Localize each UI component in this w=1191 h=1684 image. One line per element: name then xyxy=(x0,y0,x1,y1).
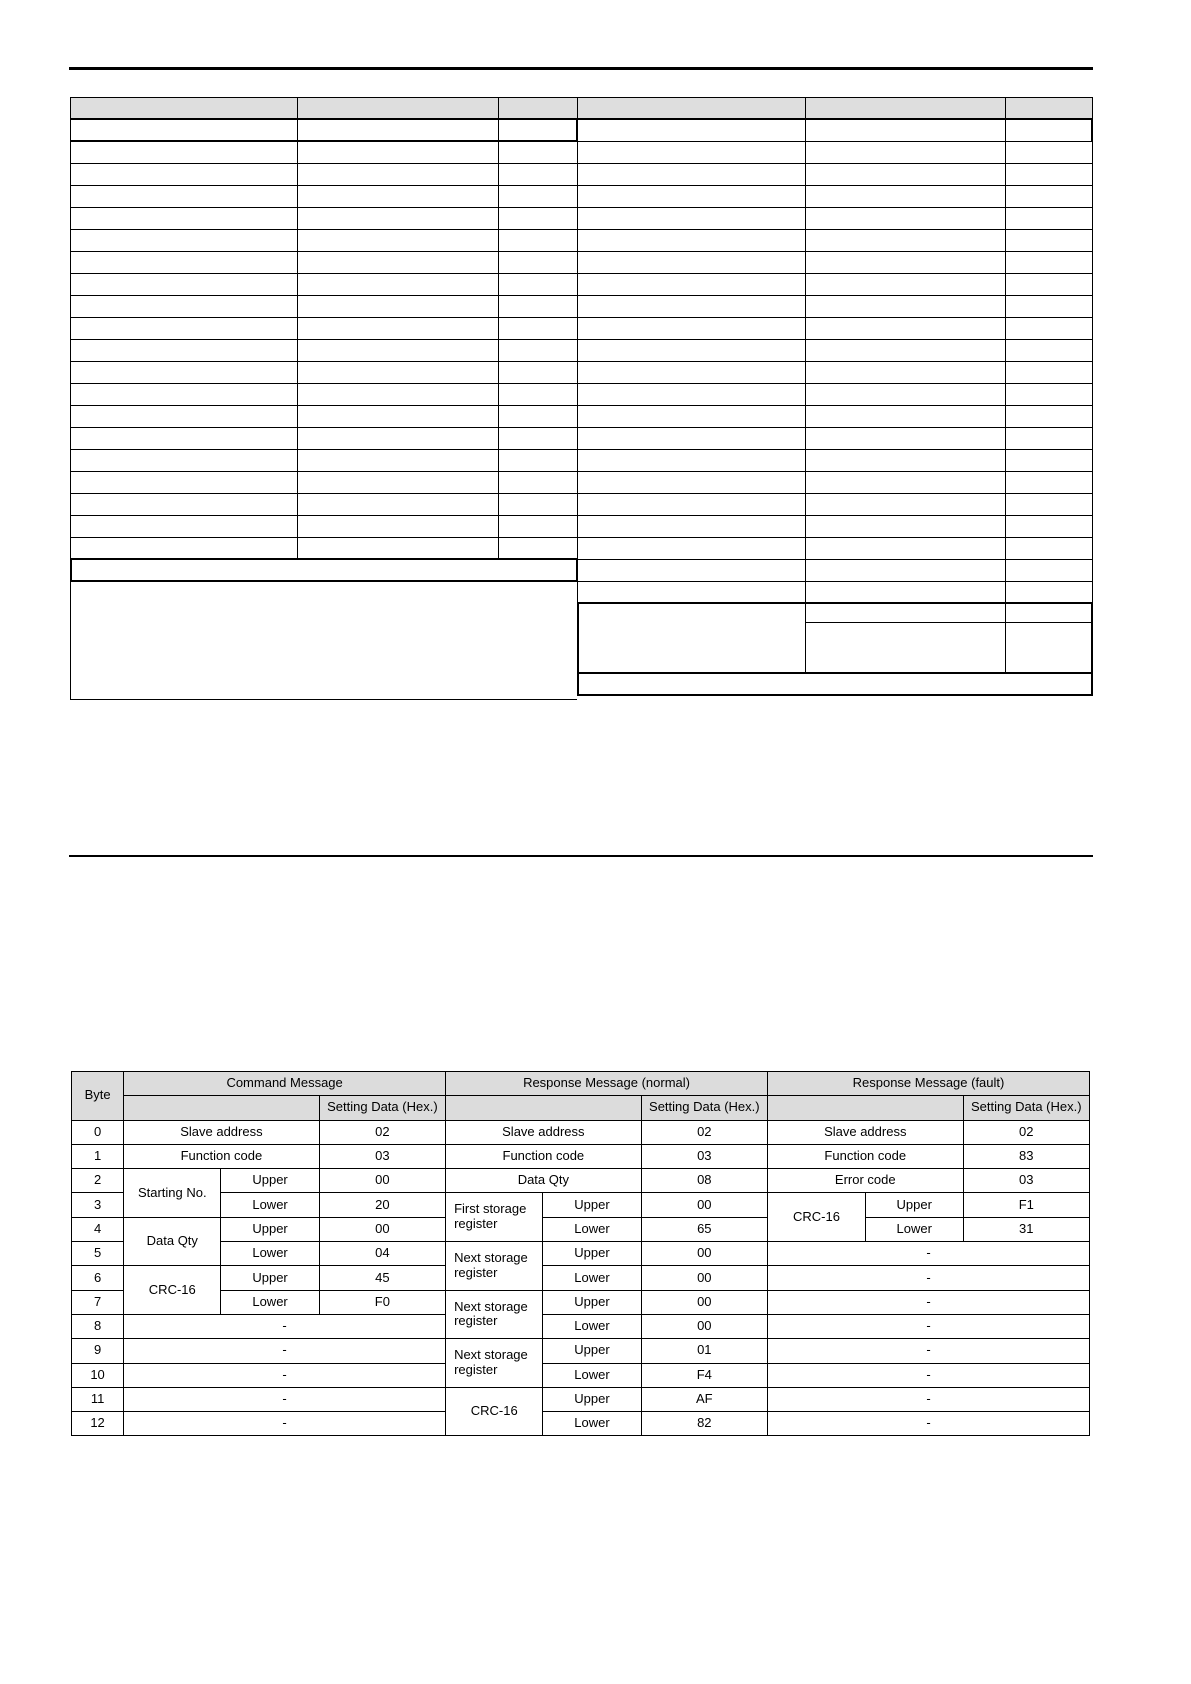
grid-row-line xyxy=(70,515,577,516)
normal-sub-label: Lower xyxy=(543,1363,641,1387)
grid-row-line xyxy=(70,449,577,450)
fault-label-cell: Error code xyxy=(767,1169,963,1193)
fault-sub-label: Upper xyxy=(866,1193,963,1217)
grid-thick-line xyxy=(576,119,578,141)
normal-label-cell: Data Qty xyxy=(446,1169,642,1193)
grid-thick-line xyxy=(576,558,578,580)
normal-group-label: Next storage register xyxy=(446,1290,543,1339)
normal-value-cell: 00 xyxy=(641,1193,767,1217)
cmd-value-cell: 00 xyxy=(319,1217,445,1241)
grid-row-line xyxy=(577,251,1093,252)
fault-sub-label: Lower xyxy=(896,1220,932,1236)
grid-row-line xyxy=(805,622,1093,623)
table-row xyxy=(72,1144,1090,1168)
grid-row-line xyxy=(577,515,1093,516)
grid-row-line xyxy=(577,229,1093,230)
fault-setting-header: Setting Data (Hex.) xyxy=(963,1096,1089,1120)
grid-thick-line xyxy=(577,118,1093,120)
grid-col-line xyxy=(1005,602,1006,672)
register-grid-table xyxy=(70,97,1093,700)
normal-setting-header: Setting Data (Hex.) xyxy=(641,1096,767,1120)
table-row xyxy=(72,1290,1090,1314)
fault-value-cell: F1 xyxy=(963,1193,1089,1217)
grid-col-line xyxy=(498,119,499,559)
grid-row-line xyxy=(70,339,577,340)
grid-thick-line xyxy=(70,580,577,582)
normal-sub-label: Lower xyxy=(543,1314,641,1338)
grid-thick-line xyxy=(577,602,579,696)
table-row xyxy=(72,1120,1090,1144)
byte-cell: 12 xyxy=(72,1412,124,1436)
grid-row-line xyxy=(70,207,577,208)
cmd-empty-cell: - xyxy=(124,1314,446,1338)
normal-sub-label: Lower xyxy=(543,1217,641,1241)
grid-thick-line xyxy=(70,140,577,142)
grid-col-line xyxy=(1005,119,1006,625)
cmd-label-cell: Function code xyxy=(124,1144,320,1168)
grid-row-line xyxy=(70,251,577,252)
normal-group-label: First storage register xyxy=(446,1193,543,1242)
cmd-sub-label: Lower xyxy=(221,1193,319,1217)
cmd-label-cell: Slave address xyxy=(124,1120,320,1144)
byte-cell: 4 xyxy=(72,1217,124,1241)
grid-row-line xyxy=(70,537,577,538)
cmd-group-label: Starting No. xyxy=(124,1169,221,1218)
grid-row-line xyxy=(70,185,577,186)
message-example-table xyxy=(71,1071,1090,1436)
byte-cell: 9 xyxy=(72,1339,124,1363)
fault-empty-cell: - xyxy=(767,1363,1089,1387)
grid-row-line xyxy=(70,229,577,230)
grid-col-line xyxy=(297,119,298,559)
grid-col-line xyxy=(1092,119,1093,625)
grid-row-line xyxy=(577,141,1093,142)
grid-row-line xyxy=(70,383,577,384)
cmd-value-cell: 04 xyxy=(319,1242,445,1266)
normal-group-label: Next storage register xyxy=(446,1242,543,1291)
table-row xyxy=(72,1169,1090,1193)
cmd-empty-cell: - xyxy=(124,1412,446,1436)
grid-row-line xyxy=(577,559,1093,560)
fault-group-label: CRC-16 xyxy=(768,1193,866,1241)
grid-row-line xyxy=(577,471,1093,472)
normal-sub-label: Upper xyxy=(543,1339,641,1363)
fault-empty-cell: - xyxy=(767,1339,1089,1363)
grid-thick-line xyxy=(577,672,1093,674)
normal-label-cell: Slave address xyxy=(446,1120,642,1144)
command-setting-header: Setting Data (Hex.) xyxy=(319,1096,445,1120)
table-row xyxy=(72,1363,1090,1387)
fault-label-cell: Slave address xyxy=(767,1120,963,1144)
grid-row-line xyxy=(577,339,1093,340)
byte-cell: 8 xyxy=(72,1314,124,1338)
grid-col-line xyxy=(1005,97,1006,119)
table-row xyxy=(72,1193,1090,1217)
fault-value-cell: 03 xyxy=(963,1169,1089,1193)
grid-row-line xyxy=(577,405,1093,406)
grid-thick-line xyxy=(70,558,577,560)
grid-row-line xyxy=(70,163,577,164)
normal-value-cell: 01 xyxy=(641,1339,767,1363)
normal-value-cell: 00 xyxy=(641,1266,767,1290)
fault-value-cell: 02 xyxy=(963,1120,1089,1144)
normal-label-cell: Function code xyxy=(446,1144,642,1168)
grid-row-line xyxy=(70,295,577,296)
grid-row-line xyxy=(70,493,577,494)
normal-value-cell: 02 xyxy=(641,1120,767,1144)
normal-sub-label: Lower xyxy=(543,1412,641,1436)
normal-value-cell: AF xyxy=(641,1387,767,1411)
command-message-header: Command Message xyxy=(124,1072,446,1096)
grid-row-line xyxy=(70,471,577,472)
grid-row-line xyxy=(577,537,1093,538)
normal-value-cell: 00 xyxy=(641,1290,767,1314)
normal-sub-label: Lower xyxy=(543,1266,641,1290)
cmd-value-cell: 20 xyxy=(319,1193,445,1217)
normal-group-label: Next storage register xyxy=(446,1339,543,1388)
grid-thick-line xyxy=(1091,119,1093,141)
normal-sub-label: Upper xyxy=(543,1193,641,1217)
cmd-sub-label: Upper xyxy=(221,1217,319,1241)
cmd-value-cell: F0 xyxy=(319,1290,445,1314)
cmd-empty-cell: - xyxy=(124,1339,446,1363)
fault-label-cell: Function code xyxy=(767,1144,963,1168)
fault-value-cell: 31 xyxy=(963,1217,1089,1241)
normal-value-cell: 00 xyxy=(641,1242,767,1266)
grid-row-line xyxy=(577,207,1093,208)
response-normal-header: Response Message (normal) xyxy=(446,1072,768,1096)
cmd-empty-cell: - xyxy=(124,1387,446,1411)
byte-cell: 1 xyxy=(72,1144,124,1168)
grid-row-line xyxy=(577,449,1093,450)
cmd-group-label: CRC-16 xyxy=(124,1266,221,1315)
cmd-sub-label: Lower xyxy=(221,1242,319,1266)
byte-cell: 5 xyxy=(72,1242,124,1266)
grid-thick-line xyxy=(577,694,1093,696)
cmd-value-cell: 45 xyxy=(319,1266,445,1290)
fault-empty-cell: - xyxy=(767,1290,1089,1314)
cmd-value-cell: 03 xyxy=(319,1144,445,1168)
command-blank-header xyxy=(124,1096,320,1120)
grid-row-line xyxy=(70,427,577,428)
register-grid-header xyxy=(70,97,1093,119)
grid-row-line xyxy=(577,295,1093,296)
cmd-sub-label: Upper xyxy=(221,1266,319,1290)
fault-blank-header xyxy=(767,1096,963,1120)
grid-col-line xyxy=(577,119,578,625)
normal-value-cell: F4 xyxy=(641,1363,767,1387)
normal-value-cell: 65 xyxy=(641,1217,767,1241)
grid-row-line xyxy=(70,273,577,274)
byte-cell: 2 xyxy=(72,1169,124,1193)
byte-cell: 11 xyxy=(72,1387,124,1411)
cmd-value-cell: 00 xyxy=(319,1169,445,1193)
table-row xyxy=(72,1412,1090,1436)
fault-empty-cell: - xyxy=(767,1266,1089,1290)
fault-group-split xyxy=(767,1193,963,1242)
header-rule xyxy=(69,67,1093,70)
normal-value-cell: 82 xyxy=(641,1412,767,1436)
fault-empty-cell: - xyxy=(767,1314,1089,1338)
normal-group-label: CRC-16 xyxy=(446,1387,543,1436)
grid-row-line xyxy=(70,699,577,700)
normal-sub-label: Upper xyxy=(543,1242,641,1266)
grid-thick-line xyxy=(70,558,72,580)
table-row xyxy=(72,1314,1090,1338)
normal-sub-label: Upper xyxy=(543,1290,641,1314)
grid-row-line xyxy=(577,273,1093,274)
grid-col-line xyxy=(577,97,578,119)
grid-col-line xyxy=(70,119,71,700)
normal-value-cell: 00 xyxy=(641,1314,767,1338)
byte-cell: 6 xyxy=(72,1266,124,1290)
normal-value-cell: 08 xyxy=(641,1169,767,1193)
table-row xyxy=(72,1387,1090,1411)
byte-cell: 0 xyxy=(72,1120,124,1144)
cmd-sub-label: Lower xyxy=(221,1290,319,1314)
grid-row-line xyxy=(70,317,577,318)
normal-sub-label: Upper xyxy=(543,1387,641,1411)
grid-row-line xyxy=(577,317,1093,318)
grid-row-line xyxy=(70,405,577,406)
byte-header: Byte xyxy=(72,1072,124,1121)
fault-empty-cell: - xyxy=(767,1412,1089,1436)
fault-empty-cell: - xyxy=(767,1387,1089,1411)
fault-empty-cell: - xyxy=(767,1242,1089,1266)
cmd-sub-label: Upper xyxy=(221,1169,319,1193)
section-rule xyxy=(69,855,1093,857)
cmd-empty-cell: - xyxy=(124,1363,446,1387)
table-row xyxy=(72,1339,1090,1363)
normal-value-cell: 03 xyxy=(641,1144,767,1168)
table-row xyxy=(72,1266,1090,1290)
byte-cell: 7 xyxy=(72,1290,124,1314)
grid-col-line xyxy=(805,602,806,672)
grid-col-line xyxy=(498,97,499,119)
grid-row-line xyxy=(577,383,1093,384)
grid-col-line xyxy=(805,119,806,625)
grid-row-line xyxy=(577,361,1093,362)
grid-thick-line xyxy=(577,602,1093,604)
grid-row-line xyxy=(577,493,1093,494)
fault-value-cell: 83 xyxy=(963,1144,1089,1168)
cmd-group-label: Data Qty xyxy=(124,1217,221,1266)
grid-col-line xyxy=(297,97,298,119)
table-row xyxy=(72,1242,1090,1266)
grid-row-line xyxy=(577,185,1093,186)
response-fault-header: Response Message (fault) xyxy=(767,1072,1089,1096)
grid-row-line xyxy=(577,581,1093,582)
grid-row-line xyxy=(70,361,577,362)
byte-cell: 3 xyxy=(72,1193,124,1217)
grid-col-line xyxy=(805,97,806,119)
grid-row-line xyxy=(577,163,1093,164)
grid-thick-line xyxy=(1091,602,1093,696)
grid-row-line xyxy=(577,427,1093,428)
cmd-value-cell: 02 xyxy=(319,1120,445,1144)
normal-blank-header xyxy=(446,1096,642,1120)
byte-cell: 10 xyxy=(72,1363,124,1387)
